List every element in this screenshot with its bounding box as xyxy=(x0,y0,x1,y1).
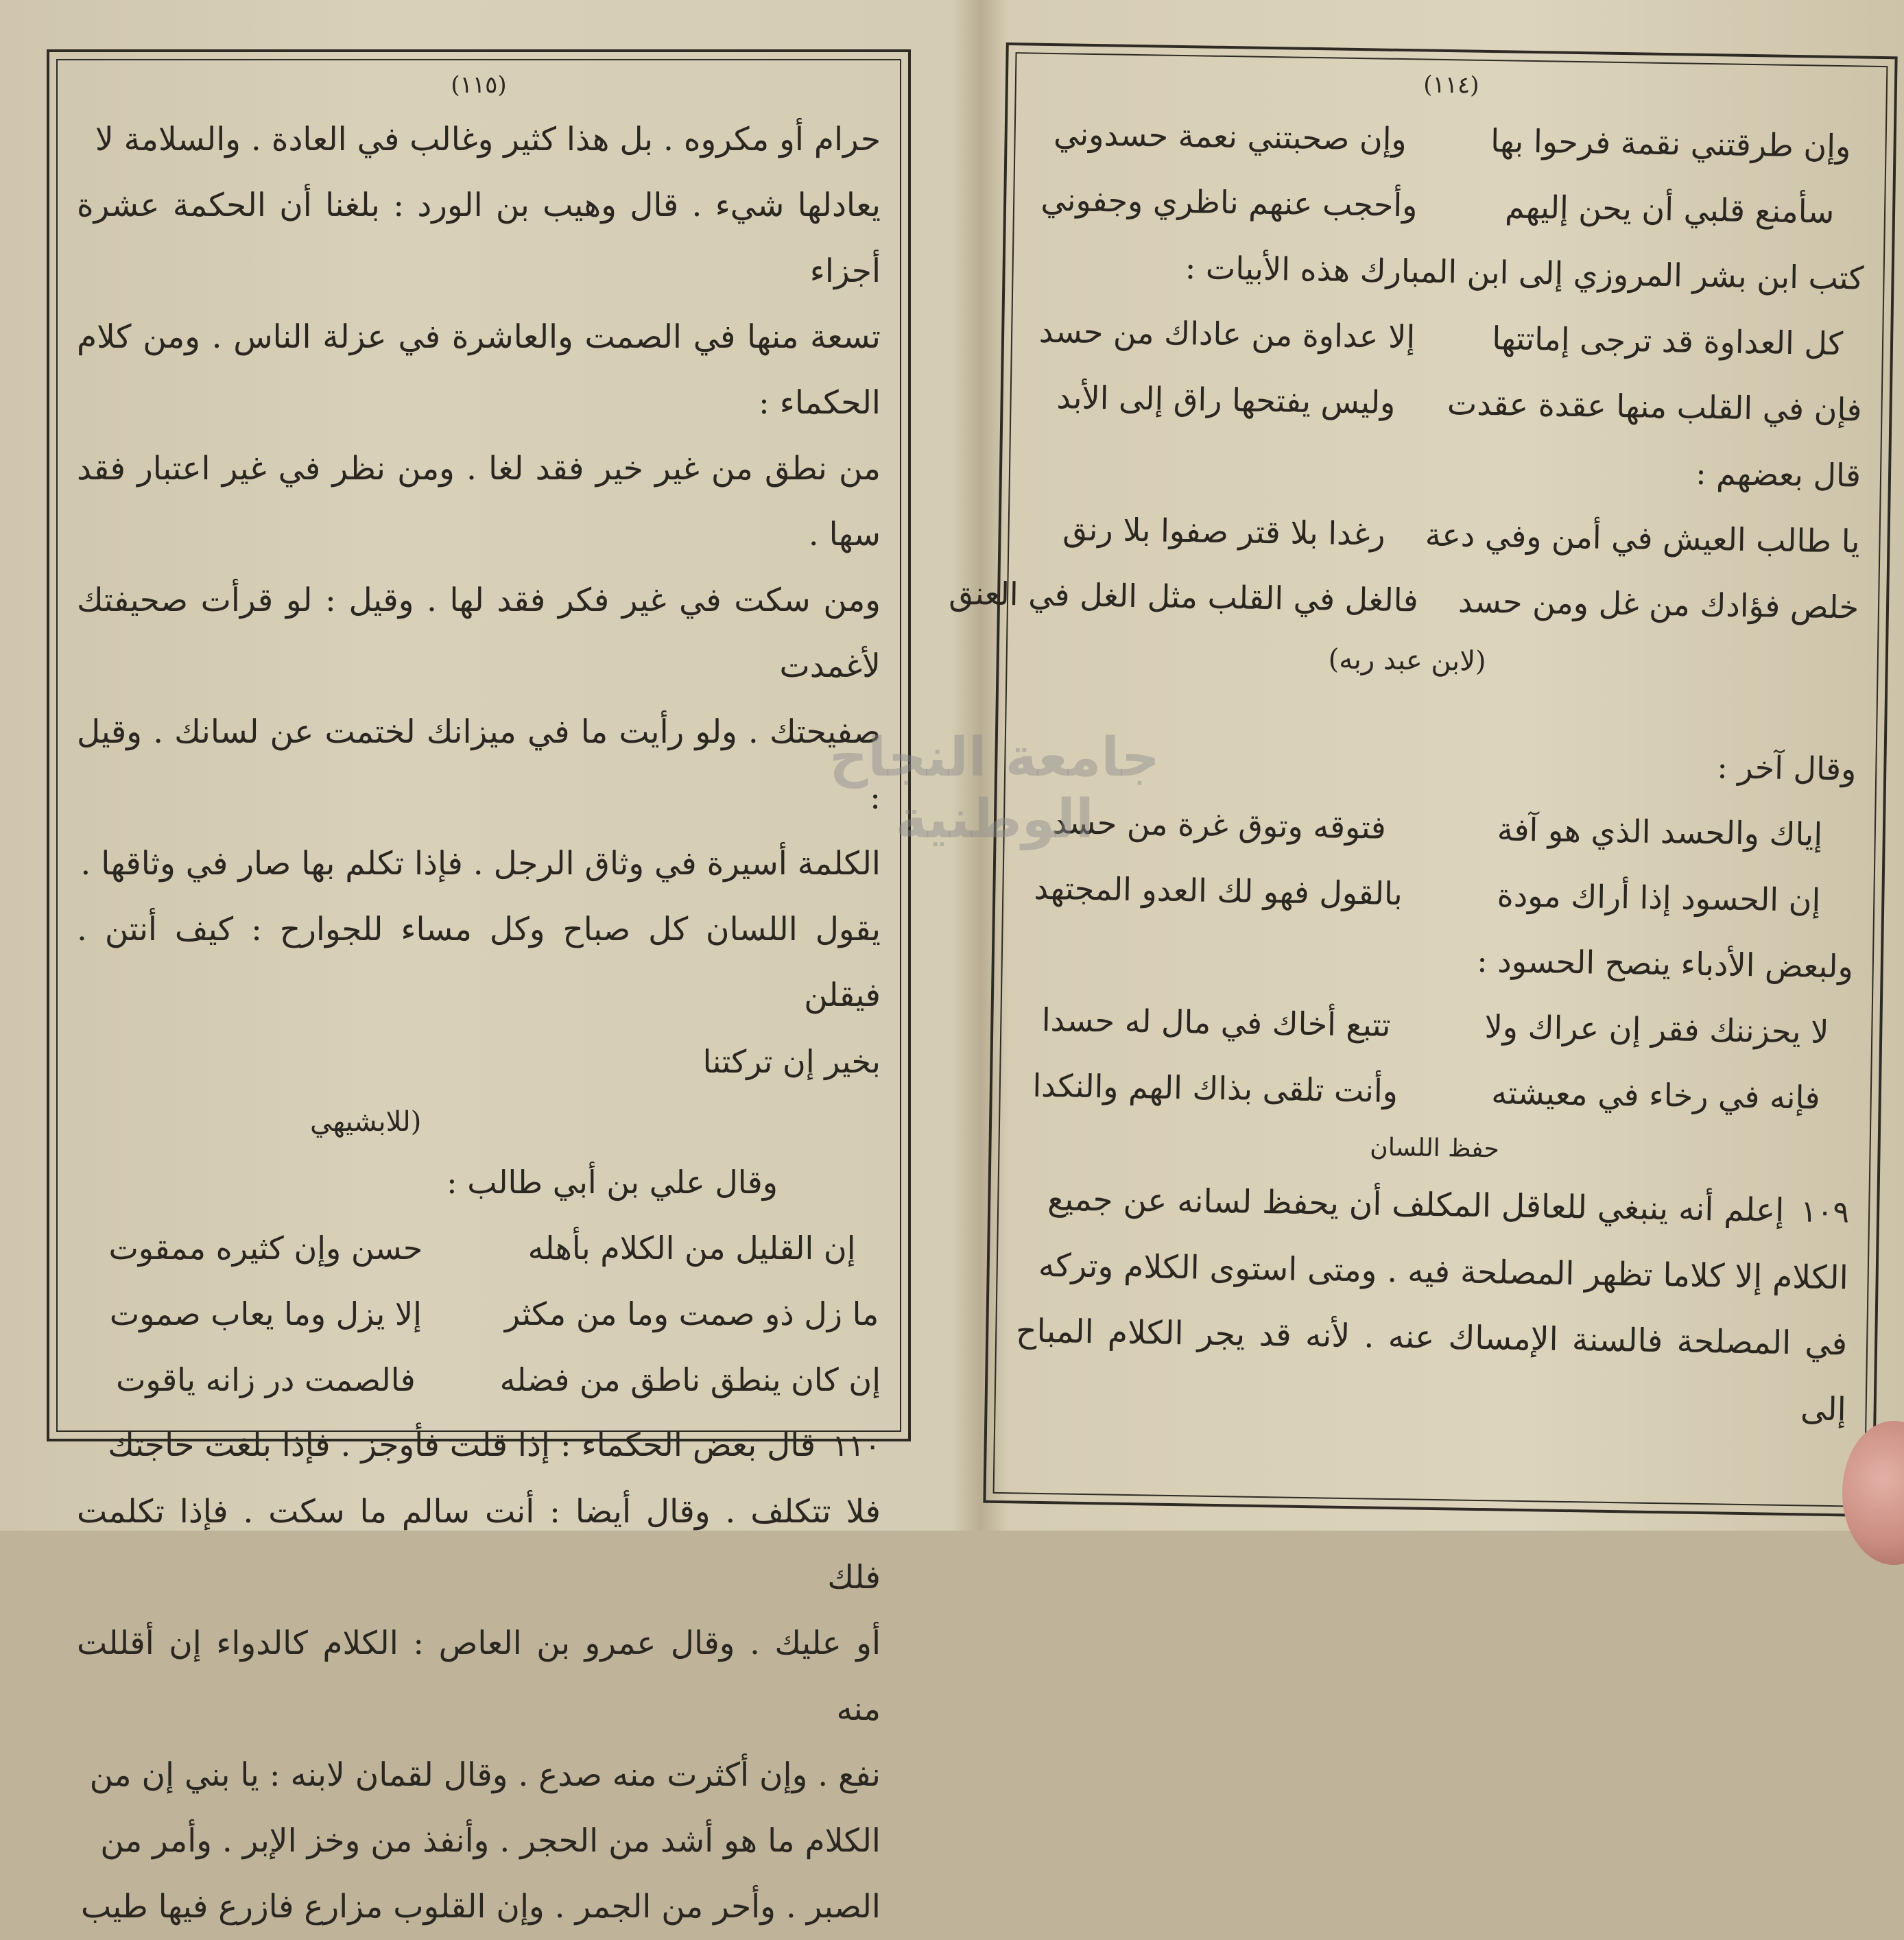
verse-line xyxy=(1034,101,1866,180)
verse-line xyxy=(1030,364,1862,443)
poem-e xyxy=(1019,986,1853,1131)
text-line: من نطق من غير خير فقد لغا . ومن نظر في غير اعتبار فقد سها . xyxy=(77,450,881,553)
poem-intro: قال بعضهم : xyxy=(1695,454,1861,494)
poem xyxy=(77,1215,881,1413)
verse-line xyxy=(949,562,1859,640)
first-hemistich: كل العداوة قد ترجى إماتتها xyxy=(1491,320,1844,363)
first-hemistich: فإن في القلب منها عقدة عقدت xyxy=(1447,385,1862,429)
text-line: أو عليك . وقال عمرو بن العاص : الكلام كالدواء إن أقللت منه xyxy=(77,1625,881,1728)
prose-block xyxy=(1014,1166,1850,1443)
second-hemistich: وأنت تلقى بذاك الهم والنكدا xyxy=(1032,1066,1399,1110)
second-hemistich: تتبع أخاك في مال له حسدا xyxy=(1041,1001,1391,1044)
first-hemistich: سأمنع قلبي أن يحن إليهم xyxy=(1504,188,1835,230)
text-line: الكلمة أسيرة في وثاق الرجل . فإذا تكلم بها صار في وثاقها . xyxy=(80,845,881,883)
first-hemistich: يا طالب العيش في أمن وفي دعة xyxy=(1425,516,1860,560)
poem-intro: وقال آخر : xyxy=(1716,748,1857,788)
second-hemistich: وإن صحبتني نعمة حسدوني xyxy=(1053,115,1407,158)
second-hemistich: إلا يزل وما يعاب صموت xyxy=(109,1295,422,1332)
section-heading: حفظ اللسان xyxy=(1369,1133,1500,1164)
poem-a xyxy=(1033,101,1866,246)
first-hemistich: إياك والحسد الذي هو آفة xyxy=(1497,811,1823,853)
first-hemistich: إن كان ينطق ناطق من فضله xyxy=(499,1361,881,1398)
first-hemistich: لا يحزننك فقر إن عراك ولا xyxy=(1484,1008,1829,1051)
poem-b xyxy=(1030,298,1864,443)
text-line: بخير إن تركتنا xyxy=(702,1043,881,1080)
prose-block-b xyxy=(77,1413,881,1940)
prose-block-a xyxy=(77,107,881,1094)
left-page-frame xyxy=(47,49,911,1926)
first-hemistich: فإنه في رخاء في معيشته xyxy=(1490,1074,1821,1116)
section-number: ١٠٩ xyxy=(1800,1194,1850,1230)
first-hemistich: إن القليل من الكلام بأهله xyxy=(527,1230,856,1267)
text-line: يعادلها شيء . قال وهيب بن الورد : بلغنا أن الحكمة عشرة أجزاء xyxy=(77,187,881,290)
verse-line xyxy=(1031,298,1863,377)
text-line: نفع . وإن أكثرت منه صدع . وقال لقمان لابنه : يا بني إن من xyxy=(89,1756,881,1794)
second-hemistich: فالغل في القلب مثل الغل في العنق xyxy=(949,574,1419,619)
left-page-text xyxy=(77,107,881,1926)
verse-line xyxy=(1019,1052,1851,1131)
attribution: (للابشيهي xyxy=(310,1106,422,1138)
poem-intro: كتب ابن بشر المروزي إلى ابن المبارك هذه الأبيات : xyxy=(1185,249,1864,297)
text-line: فلا تتكلف . وقال أيضا : أنت سالم ما سكت . فإذا تكلمت فلك xyxy=(77,1493,881,1596)
second-hemistich: حسن وإن كثيره ممقوت xyxy=(108,1230,423,1267)
verse-line xyxy=(77,1347,881,1413)
verse-line xyxy=(1023,854,1855,933)
poem-intro: وقال علي بن أبي طالب : xyxy=(447,1164,778,1201)
watermark: جامعة النجاح الوطنية xyxy=(829,727,1160,850)
first-hemistich: إن الحسود إذا أراك مودة xyxy=(1497,876,1821,919)
first-hemistich: وإن طرقتني نقمة فرحوا بها xyxy=(1490,122,1851,165)
verse-line xyxy=(77,1215,881,1281)
second-hemistich: وأحجب عنهم ناظري وجفوني xyxy=(1040,180,1418,224)
page-number: (١١٤) xyxy=(1423,71,1479,99)
verse-line xyxy=(1033,167,1865,246)
text-line: تسعة منها في الصمت والعاشرة في عزلة الناس . ومن كلام الحكماء : xyxy=(77,318,881,422)
poem-c xyxy=(949,496,1860,640)
text-line: حرام أو مكروه . بل هذا كثير وغالب في العادة . والسلامة لا xyxy=(95,121,881,158)
text-line: في المصلحة فالسنة الإمساك عنه . لأنه قد يجر الكلام المباح إلى xyxy=(1015,1312,1848,1429)
text-line: الكلام ما هو أشد من الحجر . وأنفذ من وخز الإبر . وأمر من xyxy=(100,1822,881,1860)
text-line: ومن سكت في غير فكر فقد لها . وقيل : لو قرأت صحيفتك لأغمدت xyxy=(77,582,881,685)
text-line: يقول اللسان كل صباح وكل مساء للجوارح : كيف أنتن . فيقلن xyxy=(77,911,881,1014)
poem-intro: ولبعض الأدباء ينصح الحسود : xyxy=(1476,942,1854,985)
verse-line xyxy=(1028,496,1860,575)
second-hemistich: رغدا بلا قتر صفوا بلا رنق xyxy=(1062,510,1386,553)
second-hemistich: فالصمت در زانه ياقوت xyxy=(116,1361,416,1398)
text-line: صفيحتك . ولو رأيت ما في ميزانك لختمت عن لسانك . وقيل : xyxy=(77,713,881,817)
first-hemistich: خلص فؤادك من غل ومن حسد xyxy=(1457,582,1859,626)
verse-line xyxy=(77,1281,881,1347)
page-number: (١١٥) xyxy=(451,71,507,99)
text-line: الكلام إلا كلاما تظهر المصلحة فيه . ومتى استوى الكلام وتركه xyxy=(1038,1246,1849,1297)
second-hemistich: فتوقه وتوق غرة من حسد xyxy=(1052,804,1387,846)
verse-line xyxy=(1021,986,1853,1065)
second-hemistich: وليس يفتحها راق إلى الأبد xyxy=(1056,379,1396,421)
attribution: (لابن عبد ربه) xyxy=(1328,643,1486,678)
section-number: ١١٠ xyxy=(832,1428,881,1463)
text-line: ١١٠قال بعض الحكماء : إذا قلت فأوجز . فإذا بلغت حاجتك xyxy=(108,1426,881,1464)
text-line: الصبر . وأحر من الجمر . وإن القلوب مزارع فازرع فيها طيب xyxy=(80,1888,881,1926)
second-hemistich: بالقول فهو لك العدو المجتهد xyxy=(1034,869,1403,913)
second-hemistich: إلا عداوة من عاداك من حسد xyxy=(1038,312,1416,356)
first-hemistich: ما زل ذو صمت وما من مكثر xyxy=(504,1295,879,1332)
text-line: ١٠٩إعلم أنه ينبغي للعاقل المكلف أن يحفظ لسانه عن جميع xyxy=(1047,1180,1850,1230)
